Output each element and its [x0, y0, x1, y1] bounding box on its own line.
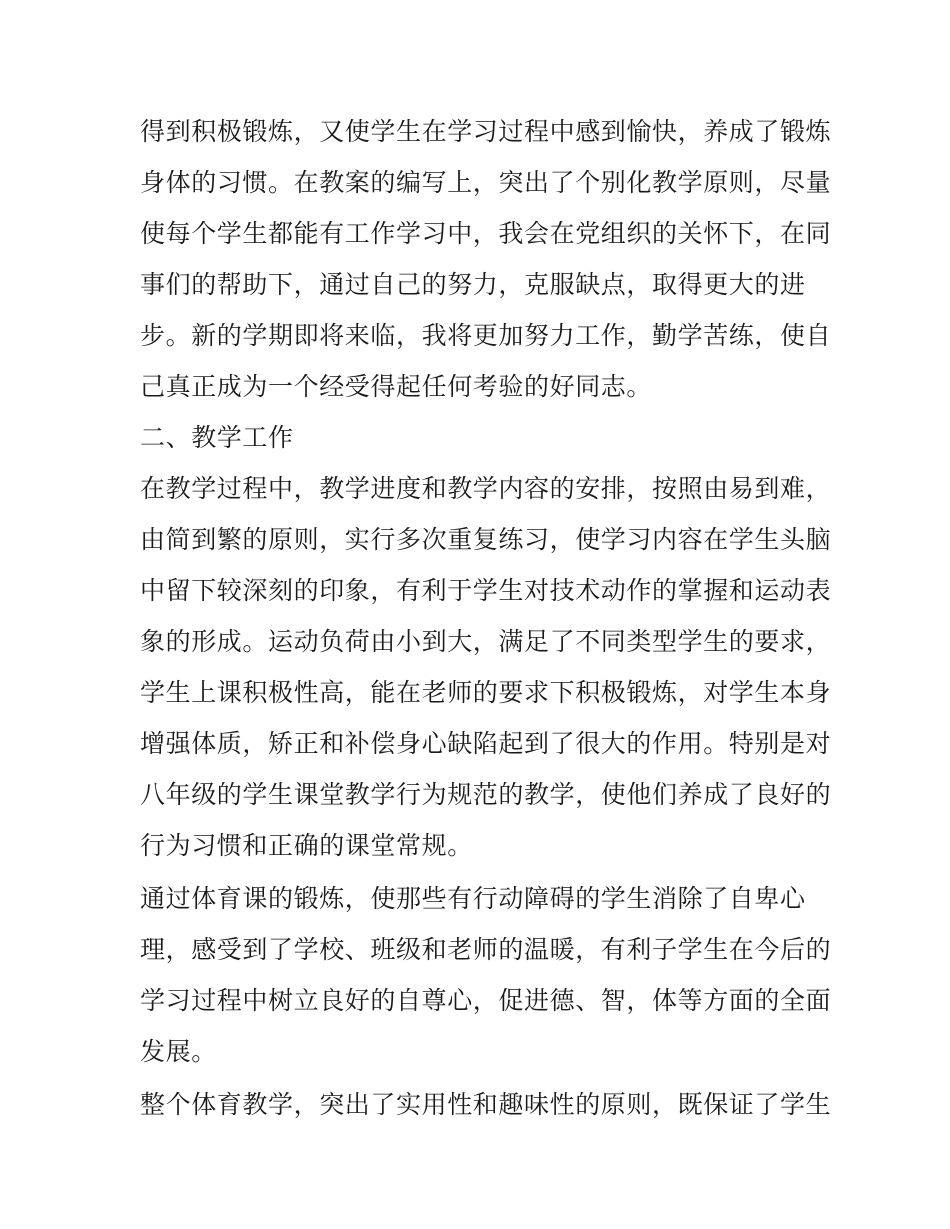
text-line: 增强体质，矫正和补偿身心缺陷起到了很大的作用。特别是对 [140, 729, 832, 758]
paragraph-2 [140, 463, 832, 871]
paragraph-4 [140, 1079, 832, 1130]
text-line: 象的形成。运动负荷由小到大，满足了不同类型学生的要求， [140, 627, 832, 656]
text-line: 在教学过程中，教学进度和教学内容的安排，按照由易到难， [140, 474, 832, 503]
text-line: 身体的习惯。在教案的编写上，突出了个别化教学原则，尽量 [140, 168, 832, 197]
text-line: 学生上课积极性高，能在老师的要求下积极锻炼，对学生本身 [140, 678, 832, 707]
text-line: 行为习惯和正确的课堂常规。 [140, 831, 473, 860]
text-line: 理，感受到了学校、班级和老师的温暖，有利子学生在今后的 [140, 935, 832, 964]
text-line: 由简到繁的原则，实行多次重复练习，使学习内容在学生头脑 [140, 525, 832, 554]
text-line: 学习过程中树立良好的自尊心，促进德、智，体等方面的全面 [140, 986, 832, 1015]
paragraph-1 [140, 106, 832, 412]
text-line: 己真正成为一个经受得起任何考验的好同志。 [140, 372, 653, 401]
text-line: 发展。 [140, 1037, 217, 1066]
document-body [140, 106, 832, 1130]
text-line: 使每个学生都能有工作学习中，我会在党组织的关怀下，在同 [140, 219, 832, 248]
section-heading [140, 412, 820, 463]
text-line: 得到积极锻炼，又使学生在学习过程中感到愉快，养成了锻炼 [140, 117, 832, 146]
text-line: 整个体育教学，突出了实用性和趣味性的原则，既保证了学生 [140, 1090, 832, 1119]
heading-text: 二、教学工作 [140, 423, 294, 452]
text-line: 通过体育课的锻炼，使那些有行动障碍的学生消除了自卑心 [140, 884, 806, 913]
text-line: 八年级的学生课堂教学行为规范的教学，使他们养成了良好的 [140, 780, 832, 809]
text-line: 事们的帮助下，通过自己的努力，克服缺点，取得更大的进 [140, 270, 806, 299]
text-line: 步。新的学期即将来临，我将更加努力工作，勤学苦练，使自 [140, 321, 832, 350]
text-line: 中留下较深刻的印象，有利于学生对技术动作的掌握和运动表 [140, 576, 832, 605]
paragraph-3 [140, 873, 832, 1077]
